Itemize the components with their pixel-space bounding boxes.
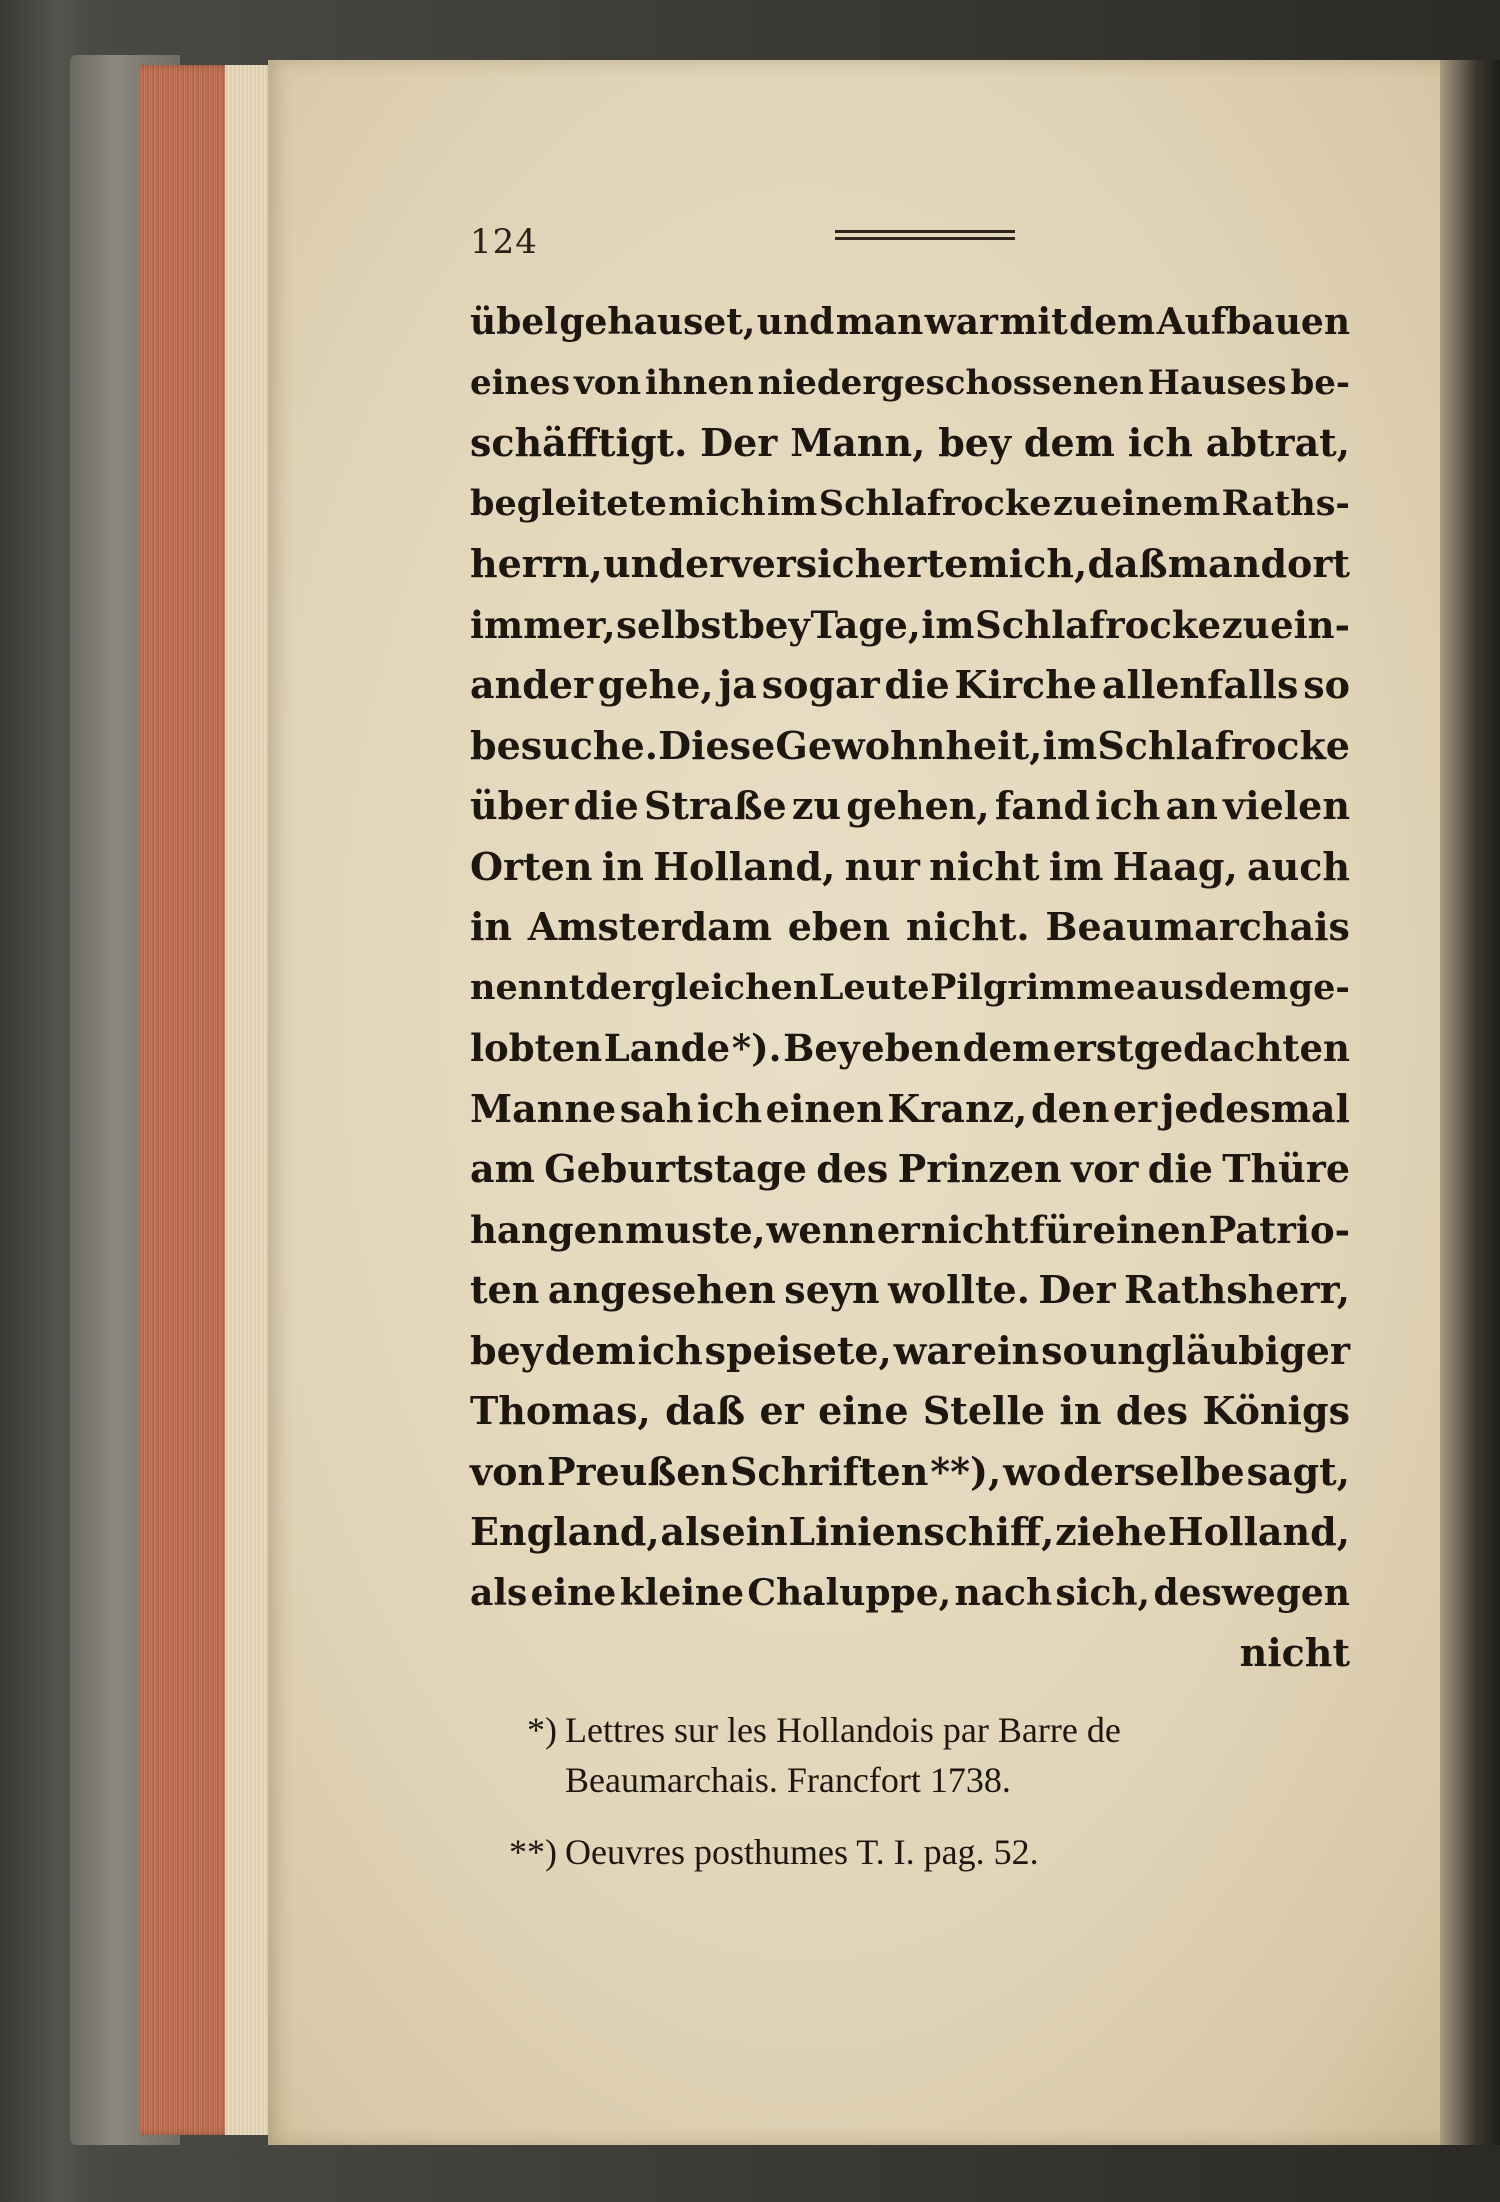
- book-gutter: [1440, 60, 1500, 2145]
- text-line: übel gehauset, und man war mit dem Aufbauen: [470, 301, 1350, 343]
- text-line: besuche. Diese Gewohnheit, im Schlafrocke: [470, 722, 1350, 768]
- footnotes: [475, 1705, 1355, 1877]
- text-line: Orten in Holland, nur nicht im Haag, auch: [470, 843, 1350, 889]
- text-line: eines von ihnen niedergeschossenen Hauses be-: [470, 362, 1350, 403]
- page-edges-inner: [225, 65, 270, 2135]
- footnote-1: [475, 1705, 1355, 1805]
- text-line: bey dem ich speisete, war ein so ungläubiger: [470, 1327, 1350, 1373]
- text-line: am Geburtstage des Prinzen vor die Thüre: [470, 1146, 1350, 1191]
- header-rule: [835, 230, 1015, 244]
- footnote-mark: *): [527, 1710, 557, 1750]
- footnote-text: Oeuvres posthumes T. I. pag. 52.: [565, 1832, 1039, 1872]
- text-line: nennt dergleichen Leute Pilgrimme aus dem ge-: [470, 966, 1350, 1008]
- footnote-text-continued: Beaumarchais. Francfort 1738.: [565, 1760, 1011, 1800]
- footnote-mark: **): [509, 1832, 557, 1872]
- text-line: als eine kleine Chaluppe, nach sich, deswegen: [470, 1571, 1350, 1614]
- text-line: Thomas, daß er eine Stelle in des Königs: [470, 1388, 1350, 1433]
- body-text: [470, 292, 1350, 1684]
- text-line: ander gehe, ja sogar die Kirche allenfalls so: [470, 662, 1350, 707]
- text-line: England, als ein Linienschiff, ziehe Holland,: [470, 1509, 1350, 1554]
- text-line: ten angesehen seyn wollte. Der Rathsherr,: [470, 1267, 1350, 1312]
- catchword: nicht: [1239, 1630, 1350, 1675]
- text-line: Manne sah ich einen Kranz, den er jedesmal: [470, 1085, 1350, 1131]
- text-line: in Amsterdam eben nicht. Beaumarchais: [470, 904, 1350, 949]
- text-line: immer, selbst bey Tage, im Schlafrocke zu ein-: [470, 602, 1350, 647]
- page-number: 124: [470, 222, 538, 262]
- footnote-2: [475, 1827, 1355, 1877]
- text-line: lobten Lande *). Bey eben dem erstgedachten: [470, 1026, 1350, 1070]
- text-line: herrn, und er versicherte mich, daß man dort: [470, 541, 1350, 586]
- text-line: schäfftigt. Der Mann, bey dem ich abtrat,: [470, 420, 1350, 465]
- text-line: begleitete mich im Schlafrocke zu einem Raths-: [470, 482, 1350, 524]
- text-line: hangen muste, wenn er nicht für einen Patrio-: [470, 1207, 1350, 1252]
- text-line: über die Straße zu gehen, fand ich an vielen: [470, 783, 1350, 828]
- footnote-text: Lettres sur les Hollandois par Barre de: [565, 1710, 1121, 1750]
- text-line: von Preußen Schriften **), wo derselbe sagt,: [470, 1448, 1350, 1494]
